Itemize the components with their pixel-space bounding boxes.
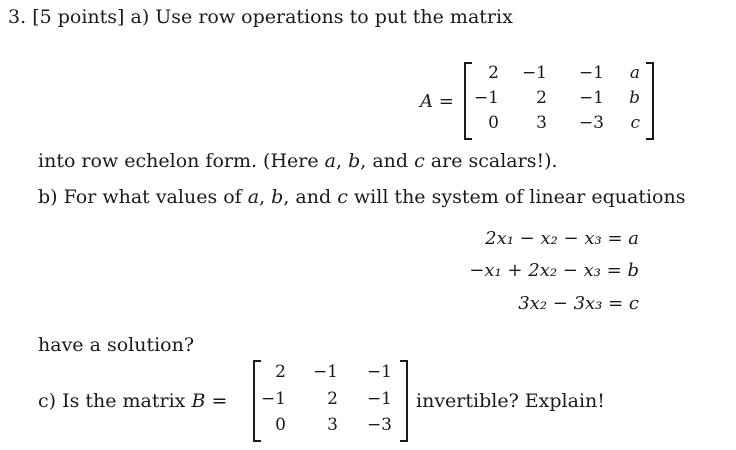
matrix-a-cell: b xyxy=(629,88,640,108)
var-b: b xyxy=(271,186,284,208)
matrix-b-cell: −1 xyxy=(312,362,338,382)
part-c-text: c) Is the matrix xyxy=(38,390,192,412)
part-b-text: b) For what values of xyxy=(38,186,248,208)
matrix-a-cell: 3 xyxy=(536,113,547,133)
matrix-b-cell: −1 xyxy=(366,362,392,382)
matrix-a-cell: 2 xyxy=(488,63,499,83)
matrix-b-right-bracket xyxy=(400,360,408,442)
matrix-a-cell: −1 xyxy=(521,63,547,83)
matrix-b-cell: 3 xyxy=(327,415,338,435)
matrix-a-cell: −1 xyxy=(578,88,604,108)
matrix-a-right-bracket xyxy=(646,62,654,140)
matrix-a-cell: −1 xyxy=(473,88,499,108)
var-c: c xyxy=(337,186,348,208)
problem-number: 3. xyxy=(8,6,27,28)
part-a-continuation xyxy=(38,150,558,172)
part-a-intro: a) Use row operations to put the matrix xyxy=(130,6,513,28)
part-b-text: will the system of linear equations xyxy=(347,186,686,208)
matrix-b-cell: −1 xyxy=(260,389,286,409)
matrix-b-cell: 0 xyxy=(275,415,286,435)
var-a: a xyxy=(247,186,260,208)
var-a: a xyxy=(324,150,336,172)
equation: 2x₁ − x₂ − x₃ = a xyxy=(485,228,639,249)
problem-header xyxy=(8,6,513,28)
part-b-intro xyxy=(38,186,685,208)
matrix-b-cell: 2 xyxy=(275,362,286,382)
var-b: b xyxy=(348,150,361,172)
matrix-b-cell: 2 xyxy=(327,389,338,409)
part-a-text: are scalars!). xyxy=(424,150,558,172)
separator: , xyxy=(259,186,272,208)
matrix-b-cell: −3 xyxy=(366,415,392,435)
matrix-b-label: B = xyxy=(191,390,228,412)
part-a-text: into row echelon form. (Here xyxy=(38,150,325,172)
part-b-question: have a solution? xyxy=(38,334,195,356)
matrix-a-cell: −1 xyxy=(578,63,604,83)
var-c: c xyxy=(414,150,425,172)
equation: 3x₂ − 3x₃ = c xyxy=(518,293,639,314)
part-c-question: invertible? Explain! xyxy=(416,390,605,412)
matrix-a-cell: 2 xyxy=(536,88,547,108)
matrix-a-cell: a xyxy=(629,63,640,83)
matrix-b-cell: −1 xyxy=(366,389,392,409)
problem-points: [5 points] xyxy=(32,6,125,28)
matrix-a-cell: −3 xyxy=(578,113,604,133)
equation: −x₁ + 2x₂ − x₃ = b xyxy=(469,260,639,281)
matrix-a-label: A = xyxy=(420,91,454,112)
matrix-a-cell: 0 xyxy=(488,113,499,133)
part-c-intro xyxy=(38,390,227,412)
matrix-a-cell: c xyxy=(630,113,640,133)
separator: , and xyxy=(283,186,338,208)
separator: , and xyxy=(360,150,415,172)
separator: , xyxy=(335,150,349,172)
